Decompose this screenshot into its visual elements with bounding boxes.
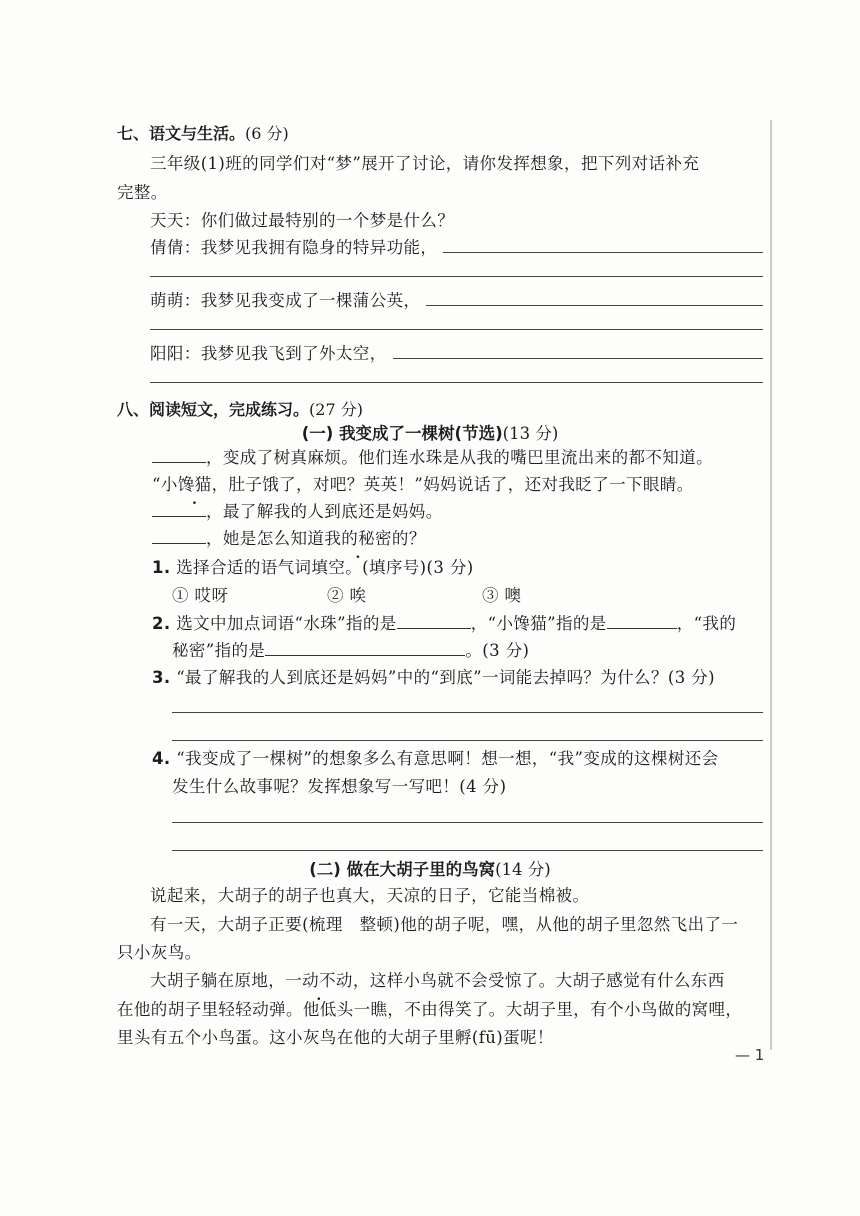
passage-1-line-2-c: ，肚子饿了，对吧？ [211, 475, 364, 494]
passage-2-title-text: (二) 做在大胡子里的鸟窝 [309, 860, 496, 879]
page-edge-shadow [770, 120, 772, 1050]
question-2-e: 。(3 分) [465, 641, 530, 660]
passage-1-line-2-d: 英英！ [363, 475, 415, 494]
passage-1-line-2 [152, 471, 694, 495]
passage-1-points: (13 分) [502, 424, 559, 443]
passage-2-line-4-a: 大胡子躺在原地， [150, 971, 286, 990]
option-1: ① 哎呀 [172, 586, 229, 605]
answer-line-qianqian-1[interactable] [443, 252, 763, 253]
question-2-b: ，“小馋猫”指的是 [470, 614, 607, 633]
passage-2-line-1: 说起来，大胡子的胡子也真大，天凉的日子，它能当棉被。 [150, 886, 590, 905]
section-8-points: (27 分) [309, 400, 363, 419]
answer-line-yangyang-2[interactable] [150, 382, 763, 383]
question-2-a: 选文中加点词语“水珠”指的是 [176, 614, 397, 633]
passage-2-line-2: 有一天，大胡子正要(梳理 整顿)他的胡子呢，嘿，从他的胡子里忽然飞出了一 [150, 915, 739, 934]
passage-1-line-1-text: ，变成了树真麻烦。他们连水珠是从我的嘴巴里流出来的都不知道。 [206, 448, 713, 467]
question-3-number: 3. [152, 668, 171, 687]
blank-2[interactable] [152, 502, 206, 517]
passage-2-line-5: 在他的胡子里轻轻动弹。他低头一瞧，不由得笑了。大胡子里，有个小鸟做的窝哩， [117, 1000, 743, 1019]
question-2-number: 2. [152, 614, 171, 633]
answer-line-q3-1[interactable] [172, 712, 763, 713]
dialogue-yangyang: 阳阳：我梦见我飞到了外太空， [150, 344, 387, 363]
question-4-a: “我变成了一棵树”的想象多么有意思啊！想一想，“我”变成的这棵树还会 [176, 749, 719, 768]
blank-3[interactable] [152, 529, 206, 544]
dotted-word-xiaochanmao: 馋猫 [177, 475, 212, 494]
answer-line-qianqian-2[interactable] [150, 276, 763, 277]
passage-2-line-4 [150, 967, 725, 991]
question-4-number: 4. [152, 749, 171, 768]
answer-line-yangyang-1[interactable] [393, 358, 763, 359]
question-1-number: 1. [152, 558, 171, 577]
dialogue-tiantian: 天天：你们做过最特别的一个梦是什么？ [150, 211, 455, 230]
passage-2-points: (14 分) [495, 860, 551, 879]
passage-1-line-4-c: 的？ [391, 529, 426, 548]
section-7-intro-line-2: 完整。 [117, 183, 168, 202]
dotted-word-secret: 我的秘密 [324, 529, 392, 548]
passage-1-line-2-a: “小 [152, 475, 178, 494]
question-1 [152, 554, 474, 578]
dotted-word-yidongbudong: 一动不动 [285, 971, 353, 990]
answer-line-mengmeng-1[interactable] [426, 305, 763, 306]
passage-1-line-3-text: ，最了解我的人到底还是妈妈。 [206, 502, 443, 521]
question-2-d: 秘密”指的是 [172, 641, 266, 660]
question-1-options [172, 582, 637, 606]
passage-2-title [0, 856, 860, 880]
passage-2-line-6: 里头有五个小鸟蛋。这小灰鸟在他的大胡子里孵(fū)蛋呢！ [117, 1028, 554, 1047]
question-2-line-1 [152, 610, 736, 634]
section-7-title: 七、语文与生活。 [117, 124, 246, 143]
question-2-line-2 [172, 637, 529, 661]
page-number: — 1 [735, 1046, 765, 1064]
passage-1-line-4 [152, 525, 426, 549]
passage-1-line-3 [152, 498, 443, 522]
question-3 [152, 664, 715, 688]
question-4-line-2: 发生什么故事呢？发挥想象写一写吧！(4 分) [172, 777, 507, 796]
section-7-intro-line-1: 三年级(1)班的同学们对“梦”展开了讨论，请你发挥想象，把下列对话补充 [150, 154, 700, 173]
answer-line-q4-2[interactable] [172, 850, 763, 851]
section-8-heading [117, 397, 363, 420]
answer-line-q3-2[interactable] [172, 740, 763, 741]
question-1-text: 选择合适的语气词填空。(填序号)(3 分) [176, 558, 474, 577]
question-3-text: “最了解我的人到底还是妈妈”中的“到底”一词能去掉吗？为什么？(3 分) [176, 668, 715, 687]
option-2: ② 唉 [327, 586, 367, 605]
section-8-title: 八、阅读短文，完成练习。 [117, 400, 310, 419]
passage-1-line-4-a: ，她是怎么知道 [206, 529, 325, 548]
dialogue-mengmeng: 萌萌：我梦见我变成了一棵蒲公英， [150, 291, 421, 310]
blank-1[interactable] [152, 448, 206, 463]
blank-q2-3[interactable] [265, 641, 465, 656]
option-3: ③ 噢 [482, 586, 522, 605]
section-7-points: (6 分) [245, 124, 289, 143]
section-7-heading [117, 121, 289, 144]
blank-q2-2[interactable] [607, 614, 677, 629]
answer-line-mengmeng-2[interactable] [150, 329, 763, 330]
passage-1-line-2-e: ”妈妈说话了，还对我眨了一下眼睛。 [414, 475, 694, 494]
question-4-line-1 [152, 745, 719, 769]
passage-1-title [0, 420, 860, 444]
passage-2-line-3: 只小灰鸟。 [117, 943, 202, 962]
question-2-c: ，“我的 [676, 614, 737, 633]
dialogue-qianqian: 倩倩：我梦见我拥有隐身的特异功能， [150, 238, 438, 257]
passage-1-title-text: (一) 我变成了一棵树(节选) [301, 424, 503, 443]
passage-2-line-4-c: ，这样小鸟就不会受惊了。大胡子感觉有什么东西 [352, 971, 725, 990]
blank-q2-1[interactable] [397, 614, 471, 629]
passage-1-line-1 [152, 444, 713, 468]
answer-line-q4-1[interactable] [172, 822, 763, 823]
